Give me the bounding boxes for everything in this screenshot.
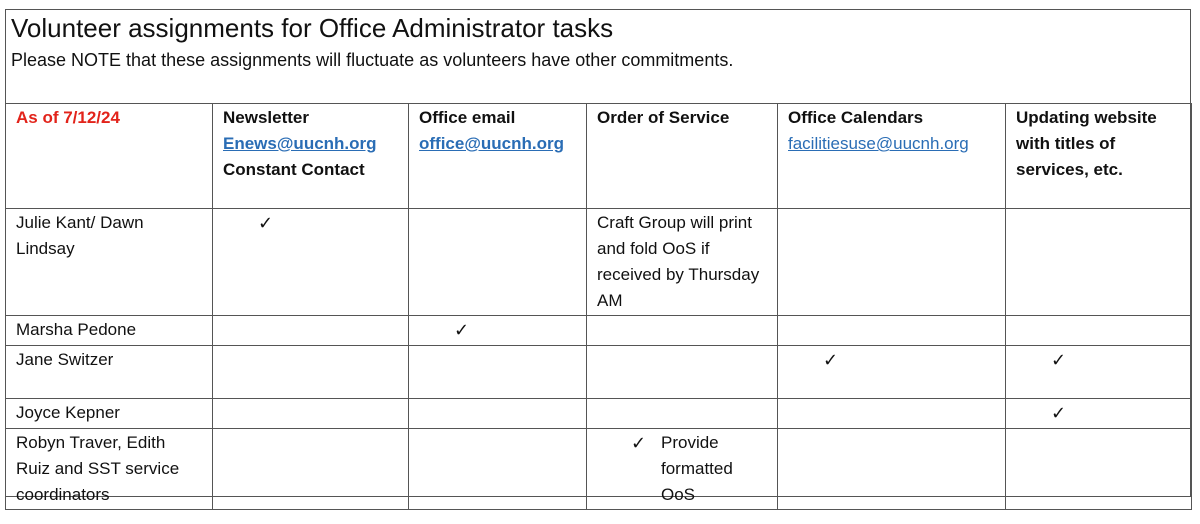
cell-office-email	[409, 429, 587, 510]
cell-order-of-service	[587, 316, 778, 346]
as-of-date: As of 7/12/24	[16, 108, 120, 127]
header-office-calendars	[778, 104, 1006, 209]
order-of-service-note	[631, 430, 767, 508]
header-office-email	[409, 104, 587, 209]
order-of-service-note-text: Provide formatted OoS	[661, 433, 733, 504]
enews-email-link[interactable]: Enews@uucnh.org	[223, 134, 377, 153]
newsletter-extra: Constant Contact	[223, 160, 365, 179]
document-subtitle: Please NOTE that these assignments will fluctuate as volunteers have other commitments.	[11, 50, 734, 70]
check-icon: ✓	[454, 320, 470, 340]
facilities-email-link[interactable]: facilitiesuse@uucnh.org	[788, 134, 969, 153]
header-newsletter	[213, 104, 409, 209]
volunteer-name: Robyn Traver, Edith Ruiz and SST service coordinators	[6, 429, 213, 510]
cell-office-calendars	[778, 209, 1006, 316]
as-of-cell	[6, 104, 213, 209]
newsletter-title: Newsletter	[223, 108, 309, 127]
document-header	[11, 12, 733, 72]
cell-order-of-service	[587, 429, 778, 510]
check-icon: ✓	[1051, 403, 1067, 423]
check-icon: ✓	[631, 433, 647, 453]
volunteer-name: Julie Kant/ Dawn Lindsay	[6, 209, 213, 316]
cell-website	[1006, 346, 1192, 399]
volunteer-name: Jane Switzer	[6, 346, 213, 399]
check-icon: ✓	[258, 213, 274, 233]
office-calendars-title: Office Calendars	[788, 108, 924, 127]
table-row	[6, 209, 1192, 316]
cell-website	[1006, 429, 1192, 510]
cell-office-calendars	[778, 346, 1006, 399]
table-row	[6, 399, 1192, 429]
cell-newsletter	[213, 429, 409, 510]
check-icon: ✓	[1051, 350, 1067, 370]
cell-office-email	[409, 316, 587, 346]
cell-website	[1006, 316, 1192, 346]
cell-website	[1006, 209, 1192, 316]
cell-order-of-service: Craft Group will print and fold OoS if received by Thursday AM	[587, 209, 778, 316]
cell-newsletter	[213, 209, 409, 316]
document-title: Volunteer assignments for Office Administrator tasks	[11, 13, 614, 43]
cell-office-calendars	[778, 316, 1006, 346]
check-icon: ✓	[823, 350, 839, 370]
cell-website	[1006, 399, 1192, 429]
volunteer-name: Marsha Pedone	[6, 316, 213, 346]
cell-newsletter	[213, 346, 409, 399]
header-row	[6, 104, 1192, 209]
header-order-of-service	[587, 104, 778, 209]
office-email-title: Office email	[419, 108, 516, 127]
order-of-service-title: Order of Service	[597, 108, 730, 127]
cell-office-email	[409, 346, 587, 399]
cell-office-calendars	[778, 399, 1006, 429]
cell-newsletter	[213, 316, 409, 346]
office-email-link[interactable]: office@uucnh.org	[419, 134, 565, 153]
cell-office-email	[409, 209, 587, 316]
header-website	[1006, 104, 1192, 209]
website-title: Updating website with titles of services, etc.	[1016, 108, 1157, 179]
table-row	[6, 429, 1192, 510]
table-row	[6, 316, 1192, 346]
cell-order-of-service	[587, 399, 778, 429]
table-row	[6, 346, 1192, 399]
cell-office-email	[409, 399, 587, 429]
cell-newsletter	[213, 399, 409, 429]
assignments-table	[5, 103, 1192, 510]
volunteer-name: Joyce Kepner	[6, 399, 213, 429]
cell-office-calendars	[778, 429, 1006, 510]
cell-order-of-service	[587, 346, 778, 399]
